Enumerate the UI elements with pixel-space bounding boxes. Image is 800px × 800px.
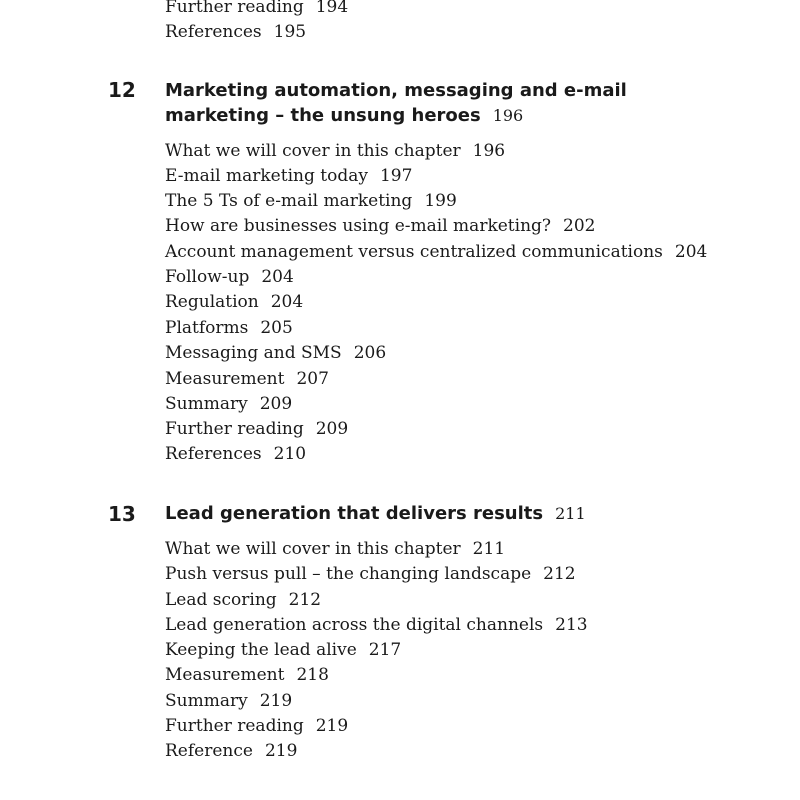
entry-page: 209	[315, 419, 349, 439]
toc-entry	[165, 563, 576, 585]
entry-page: 211	[472, 539, 506, 559]
chapter-page: 211	[555, 504, 586, 523]
chapter-number: 13	[108, 502, 136, 526]
toc-entry	[165, 690, 292, 712]
chapter-page: 196	[492, 106, 524, 125]
entry-title: Further reading	[165, 419, 304, 439]
chapter-title	[165, 501, 586, 526]
entry-page: 217	[368, 640, 402, 660]
entry-page: 210	[273, 444, 307, 464]
entry-page: 219	[264, 741, 298, 761]
entry-page: 209	[259, 394, 293, 414]
toc-entry	[165, 538, 505, 560]
entry-title: Further reading	[165, 716, 304, 736]
entry-page: 204	[270, 292, 304, 312]
entry-title: What we will cover in this chapter	[165, 539, 461, 559]
chapter-title-text: Lead generation that delivers results	[165, 503, 544, 524]
chapter-title-text: marketing – the unsung heroes	[165, 105, 481, 126]
entry-title: Summary	[165, 394, 248, 414]
entry-title: Reference	[165, 741, 253, 761]
entry-page: 204	[261, 267, 294, 287]
entry-page: 219	[315, 716, 349, 736]
entry-page: 202	[563, 216, 596, 236]
toc-entry	[165, 291, 303, 313]
entry-page: 199	[424, 191, 457, 211]
entry-title: References	[165, 444, 262, 464]
entry-title: Follow-up	[165, 267, 250, 287]
entry-title: Further reading	[165, 0, 304, 17]
toc-entry	[165, 317, 293, 339]
entry-title: Lead generation across the digital channels	[165, 615, 544, 635]
entry-title: Measurement	[165, 369, 285, 389]
entry-page: 204	[674, 242, 708, 262]
entry-title: Account management versus centralized communications	[165, 242, 663, 262]
toc-entry	[165, 342, 386, 364]
entry-title: Lead scoring	[165, 590, 277, 610]
entry-page: 205	[260, 318, 293, 338]
entry-title: Regulation	[165, 292, 259, 312]
entry-title: References	[165, 22, 262, 42]
entry-page: 206	[353, 343, 387, 363]
entry-page: 218	[296, 665, 329, 685]
entry-title: Messaging and SMS	[165, 343, 342, 363]
toc-entry	[165, 21, 306, 43]
entry-title: Keeping the lead alive	[165, 640, 357, 660]
entry-page: 207	[296, 369, 329, 389]
toc-entry	[165, 740, 297, 762]
toc-entry	[165, 393, 292, 415]
toc-entry	[165, 165, 412, 187]
toc-entry	[165, 0, 348, 18]
entry-page: 219	[259, 691, 293, 711]
entry-page: 197	[379, 166, 413, 186]
entry-page: 212	[543, 564, 576, 584]
entry-title: Summary	[165, 691, 248, 711]
entry-title: The 5 Ts of e-mail marketing	[165, 191, 413, 211]
entry-page: 213	[555, 615, 588, 635]
toc-entry	[165, 639, 401, 661]
toc-entry	[165, 190, 457, 212]
entry-title: Platforms	[165, 318, 249, 338]
toc-entry	[165, 368, 329, 390]
entry-page: 196	[472, 141, 506, 161]
entry-title: Push versus pull – the changing landscape	[165, 564, 532, 584]
toc-entry	[165, 443, 306, 465]
chapter-title: Marketing automation, messaging and e-mail	[165, 80, 627, 101]
entry-title: What we will cover in this chapter	[165, 141, 461, 161]
toc-entry	[165, 215, 595, 237]
toc-entry	[165, 140, 505, 162]
toc-entry	[165, 266, 294, 288]
entry-page: 212	[288, 590, 322, 610]
entry-page: 195	[273, 22, 307, 42]
toc-entry	[165, 614, 588, 636]
toc-entry	[165, 715, 348, 737]
chapter-number: 12	[108, 78, 136, 102]
entry-page: 194	[315, 0, 349, 17]
toc-entry	[165, 589, 321, 611]
toc-entry	[165, 418, 348, 440]
toc-entry	[165, 241, 707, 263]
chapter-title-line2	[165, 103, 523, 128]
toc-entry	[165, 664, 329, 686]
entry-title: E-mail marketing today	[165, 166, 368, 186]
entry-title: How are businesses using e-mail marketing?	[165, 216, 552, 236]
entry-title: Measurement	[165, 665, 285, 685]
